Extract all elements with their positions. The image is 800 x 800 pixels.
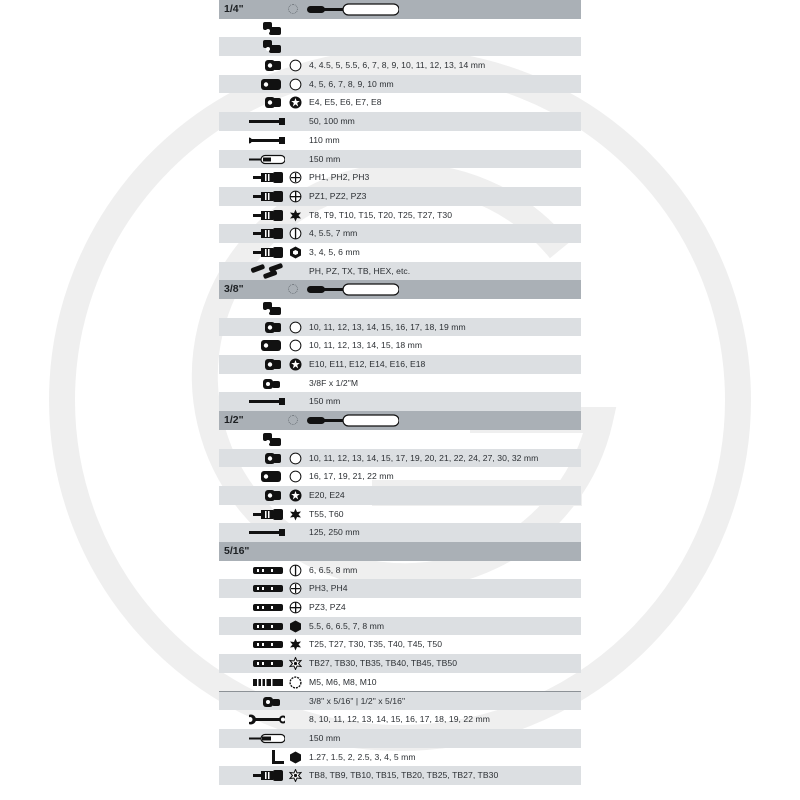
socket-icon xyxy=(249,319,285,336)
tool-row xyxy=(219,523,581,542)
tool-row xyxy=(219,392,581,411)
torx-tamper-icon xyxy=(289,769,302,782)
size-list: T25, T27, T30, T35, T40, T45, T50 xyxy=(309,639,443,650)
size-list: 5.5, 6, 6.5, 7, 8 mm xyxy=(309,620,385,631)
bits-set-icon xyxy=(249,263,285,280)
adapter-icon xyxy=(249,693,285,710)
size-list: 150 mm xyxy=(309,153,341,164)
e-torx-icon xyxy=(289,489,302,502)
size-list: PH1, PH2, PH3 xyxy=(309,172,370,183)
bit-icon xyxy=(249,580,285,597)
bit-icon xyxy=(249,618,285,635)
bit-socket-icon xyxy=(249,225,285,242)
bit-socket-icon xyxy=(249,207,285,224)
tool-row xyxy=(219,579,581,598)
size-list: E4, E5, E6, E7, E8 xyxy=(309,97,382,108)
section-label: 3/8" xyxy=(224,283,244,296)
size-list: PH, PZ, TX, TB, HEX, etc. xyxy=(309,265,411,276)
tool-row xyxy=(219,19,581,38)
size-list: TB27, TB30, TB35, TB40, TB45, TB50 xyxy=(309,658,458,669)
section-header xyxy=(219,411,581,430)
hex-socket-icon xyxy=(289,470,302,483)
tool-row xyxy=(219,112,581,131)
universal-joint-icon xyxy=(249,431,285,448)
bit-socket-icon xyxy=(249,767,285,784)
tool-row xyxy=(219,75,581,94)
pozidriv-icon xyxy=(289,190,302,203)
tool-row xyxy=(219,449,581,468)
size-list: 150 mm xyxy=(309,732,341,743)
size-list: 3/8F x 1/2"M xyxy=(309,377,359,388)
hex-socket-icon xyxy=(289,59,302,72)
size-list: 150 mm xyxy=(309,396,341,407)
torx-icon xyxy=(289,508,302,521)
socket-icon xyxy=(249,356,285,373)
size-list: 8, 10, 11, 12, 13, 14, 15, 16, 17, 18, 19, 22 mm xyxy=(309,714,490,725)
size-list: TB8, TB9, TB10, TB15, TB20, TB25, TB27, TB30 xyxy=(309,770,499,781)
tool-row xyxy=(219,430,581,449)
hex-socket-icon xyxy=(289,452,302,465)
tool-row xyxy=(219,93,581,112)
e-torx-icon xyxy=(289,96,302,109)
size-list: 4, 5, 6, 7, 8, 9, 10 mm xyxy=(309,78,394,89)
size-list: 1.27, 1.5, 2, 2.5, 3, 4, 5 mm xyxy=(309,751,416,762)
tool-row xyxy=(219,318,581,337)
tool-row xyxy=(219,710,581,729)
deep-socket-icon xyxy=(249,337,285,354)
bit-socket-icon xyxy=(249,244,285,261)
size-list: T8, T9, T10, T15, T20, T25, T27, T30 xyxy=(309,209,453,220)
size-list: PZ3, PZ4 xyxy=(309,602,346,612)
hex-solid-icon xyxy=(289,751,302,764)
universal-joint-icon xyxy=(249,38,285,55)
size-list: 10, 11, 12, 13, 14, 15, 17, 19, 20, 21, 22, 24, 27, 30, 32 mm xyxy=(309,452,539,463)
torx-tamper-icon xyxy=(289,657,302,670)
tool-row xyxy=(219,336,581,355)
extension-bar-icon xyxy=(249,524,285,541)
hex-socket-icon xyxy=(289,78,302,91)
e-torx-icon xyxy=(289,358,302,371)
ratchet-icon xyxy=(307,3,399,16)
tool-row xyxy=(219,486,581,505)
tool-row xyxy=(219,467,581,486)
bit-icon xyxy=(249,655,285,672)
size-list: 6, 6.5, 8 mm xyxy=(309,564,358,575)
size-list: 3, 4, 5, 6 mm xyxy=(309,246,360,257)
tool-row xyxy=(219,691,581,710)
tool-row xyxy=(219,187,581,206)
bit-socket-icon xyxy=(249,169,285,186)
universal-joint-icon xyxy=(249,300,285,317)
socket-icon xyxy=(249,450,285,467)
deep-socket-icon xyxy=(249,76,285,93)
extension-bar-icon xyxy=(249,393,285,410)
tool-row xyxy=(219,635,581,654)
bit-icon xyxy=(249,562,285,579)
size-list: PZ1, PZ2, PZ3 xyxy=(309,190,367,201)
size-list: E20, E24 xyxy=(309,489,345,500)
size-list: T55, T60 xyxy=(309,508,344,519)
tool-row xyxy=(219,56,581,75)
gear-icon xyxy=(288,284,298,294)
section-header xyxy=(219,280,581,299)
size-list: 3/8" x 5/16" | 1/2" x 5/16" xyxy=(309,696,406,707)
size-list: 4, 5.5, 7 mm xyxy=(309,228,358,239)
size-list: PH3, PH4 xyxy=(309,583,348,594)
torx-icon xyxy=(289,638,302,651)
bit-icon xyxy=(249,636,285,653)
hex-socket-icon xyxy=(289,339,302,352)
tool-row xyxy=(219,654,581,673)
tool-row xyxy=(219,561,581,580)
socket-icon xyxy=(249,57,285,74)
tool-row xyxy=(219,206,581,225)
size-list: 10, 11, 12, 13, 14, 15, 16, 17, 18, 19 mm xyxy=(309,321,466,332)
tool-row xyxy=(219,224,581,243)
size-list: M5, M6, M8, M10 xyxy=(309,676,377,687)
tool-row xyxy=(219,243,581,262)
hex-key-icon xyxy=(289,246,302,259)
section-header xyxy=(219,542,581,561)
tool-row xyxy=(219,748,581,767)
gear-icon xyxy=(288,4,298,14)
tool-row xyxy=(219,299,581,318)
bit-socket-icon xyxy=(249,506,285,523)
socket-icon xyxy=(249,487,285,504)
slotted-icon xyxy=(289,564,302,577)
phillips-icon xyxy=(289,582,302,595)
tool-row xyxy=(219,617,581,636)
section-label: 5/16" xyxy=(224,544,250,557)
size-list: 10, 11, 12, 13, 14, 15, 18 mm xyxy=(309,340,423,351)
hex-socket-icon xyxy=(289,321,302,334)
ratchet-icon xyxy=(307,283,399,296)
screwdriver-handle-icon xyxy=(249,151,285,168)
spline-icon xyxy=(289,676,302,689)
ratchet-icon xyxy=(307,414,399,427)
size-list: 110 mm xyxy=(309,134,340,145)
tool-row xyxy=(219,262,581,281)
combination-wrench-icon xyxy=(249,711,285,728)
universal-joint-icon xyxy=(249,20,285,37)
tool-row xyxy=(219,673,581,692)
bit-icon xyxy=(249,599,285,616)
size-list: E10, E11, E12, E14, E16, E18 xyxy=(309,359,426,370)
gear-icon xyxy=(288,415,298,425)
size-list: 50, 100 mm xyxy=(309,116,355,127)
bit-socket-icon xyxy=(249,188,285,205)
section-label: 1/2" xyxy=(224,414,244,427)
pozidriv-icon xyxy=(289,601,302,614)
tool-row xyxy=(219,131,581,150)
flexible-extension-icon xyxy=(249,132,285,149)
adapter-icon xyxy=(249,375,285,392)
tool-row xyxy=(219,374,581,393)
spline-bit-icon xyxy=(249,674,285,691)
tool-row xyxy=(219,150,581,169)
tool-row xyxy=(219,729,581,748)
tool-set-table xyxy=(219,0,581,785)
size-list: 125, 250 mm xyxy=(309,527,360,538)
tool-row xyxy=(219,598,581,617)
torx-icon xyxy=(289,209,302,222)
section-header xyxy=(219,0,581,19)
socket-icon xyxy=(249,94,285,111)
extension-bar-icon xyxy=(249,113,285,130)
size-list: 16, 17, 19, 21, 22 mm xyxy=(309,471,394,482)
l-hex-key-icon xyxy=(249,749,285,766)
tool-row xyxy=(219,37,581,56)
phillips-icon xyxy=(289,171,302,184)
hex-solid-icon xyxy=(289,620,302,633)
section-label: 1/4" xyxy=(224,3,244,15)
size-list: 4, 4.5, 5, 5.5, 6, 7, 8, 9, 10, 11, 12, 13, 14 mm xyxy=(309,60,486,71)
tool-row xyxy=(219,766,581,785)
bit-driver-icon xyxy=(249,730,285,747)
tool-row xyxy=(219,168,581,187)
tool-row xyxy=(219,505,581,524)
tool-row xyxy=(219,355,581,374)
deep-socket-icon xyxy=(249,468,285,485)
slotted-icon xyxy=(289,227,302,240)
